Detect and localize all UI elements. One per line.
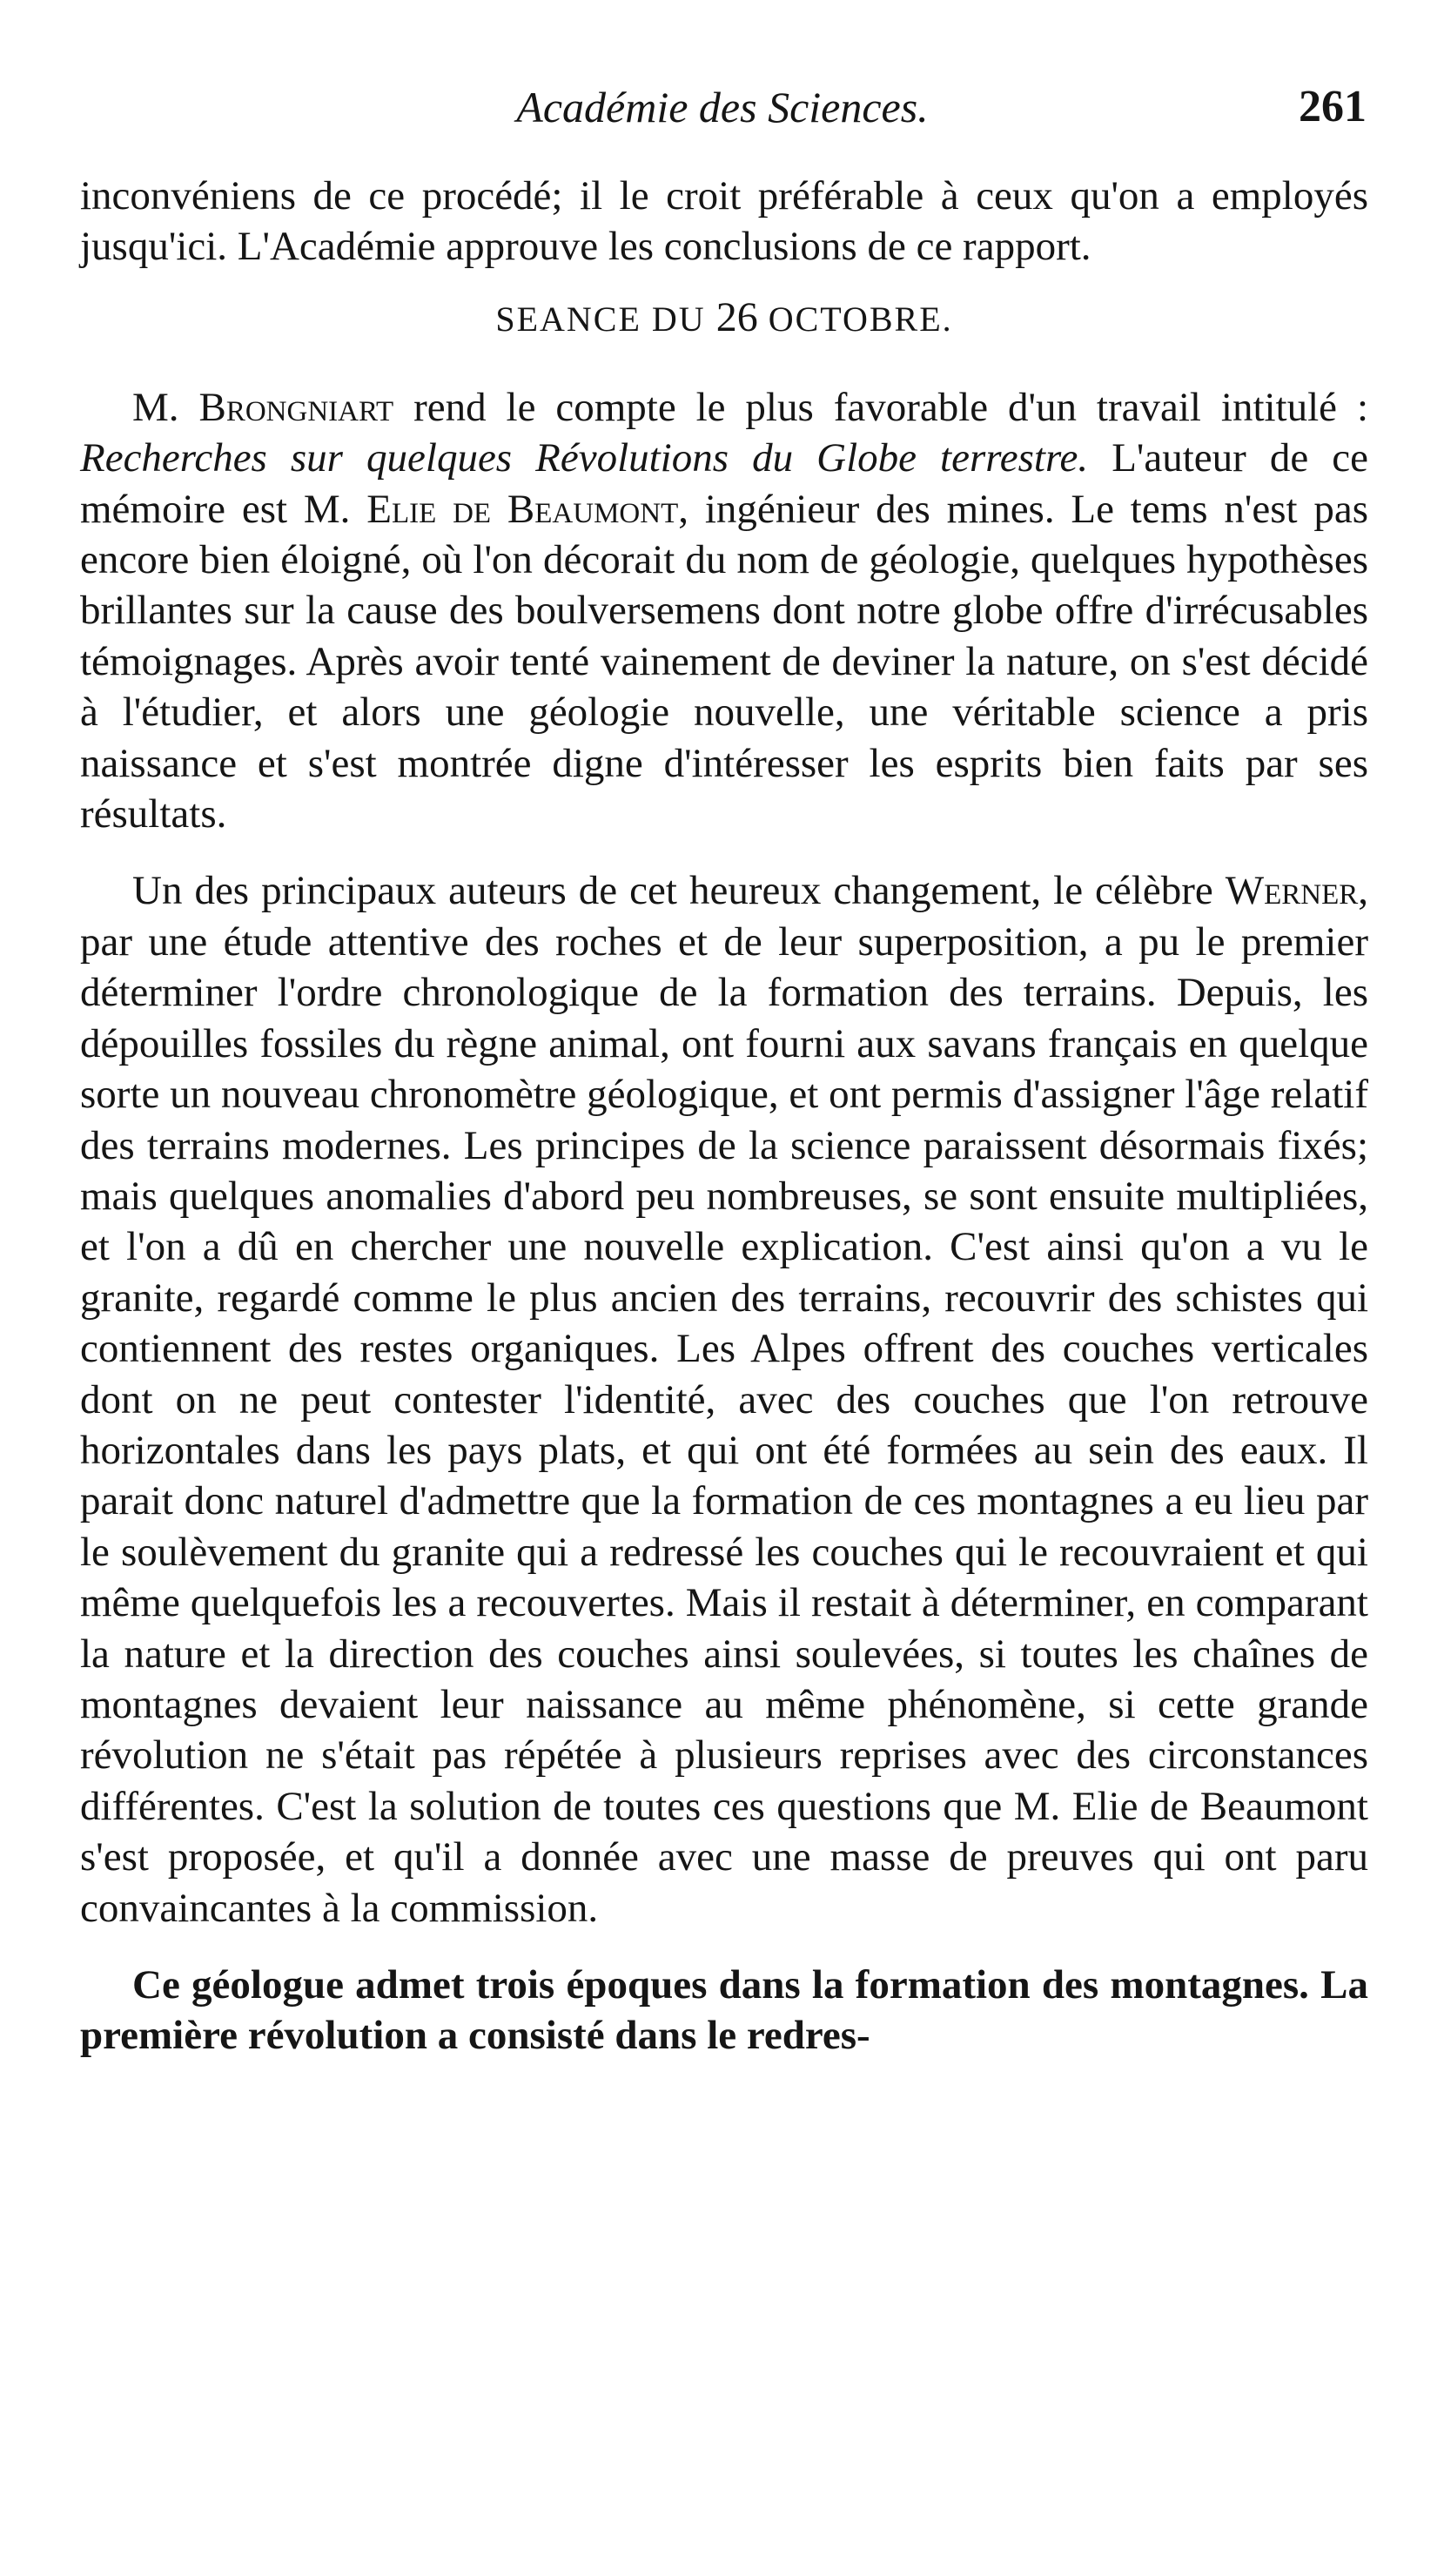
session-day: 26	[715, 293, 758, 340]
reporter-name: Brongniart	[198, 384, 394, 430]
paragraph-text: ingénieur des mines. Le tems n'est pas encore bien éloigné, où l'on décorait du nom de géologie, quelques hypothèses brillantes sur la cause des boulversemens dont notre globe offre d'irrécusables témoignages. Après avoir tenté vainement de deviner la nature, on s'est décidé à l'étudier, et alors une géologie nouvelle, une véritable science a pris naissance et s'est montrée digne d'intéresser les esprits bien faits par ses résultats.	[80, 486, 1369, 837]
memoir-author: Elie de Beaumont,	[366, 486, 688, 532]
paragraph-werner	[80, 865, 1368, 1934]
paragraph-text: par une étude attentive des roches et de leur superposition, a pu le premier déterminer l'ordre chronologique de la formation des terrains. Depuis, les dépouilles fossiles du règne animal, ont fourni aux savans français en quelque sorte un nouveau chronomètre géologique, et ont permis d'assigner l'âge relatif des terrains modernes. Les principes de la science paraissent désormais fixés; mais quelques anomalies d'abord peu nombreuses, se sont ensuite multipliées, et l'on a dû en chercher une nouvelle explication. C'est ainsi qu'on a vu le granite, regardé comme le plus ancien des terrains, recouvrir des schistes qui contiennent des restes organiques. Les Alpes offrent des couches verticales dont on ne peut contester l'identité, avec des couches que l'on retrouve horizontales dans les pays plats, et qui ont été formées au sein des eaux. Il parait donc naturel d'admettre que la formation de ces montagnes a eu lieu par le soulèvement du granite qui a redressé les couches qui le recouvraient et qui même quelquefois les a recouvertes. Mais il restait à déterminer, en comparant la nature et la direction des couches ainsi soulevées, si toutes les chaînes de montagnes devaient leur naissance au même phénomène, si cette grande révolution ne s'était pas répétée à plusieurs reprises avec des circonstances différentes. C'est la solution de toutes ces questions que M. Elie de Beaumont s'est proposée, et qu'il a donnée avec une masse de preuves qui ont paru convaincantes à la commission.	[80, 918, 1368, 1931]
running-title: Académie des Sciences.	[516, 83, 929, 131]
work-title: Recherches sur quelques Révolutions du Globe terrestre.	[80, 435, 1089, 481]
paragraph-text: rend le compte le plus favorable d'un travail intitulé :	[413, 384, 1369, 430]
page-number: 261	[1299, 82, 1367, 131]
running-head	[78, 77, 1367, 138]
werner-name: Werner,	[1225, 868, 1369, 914]
session-heading	[80, 293, 1368, 344]
paragraph-epoques: Ce géologue admet trois époques dans la formation des montagnes. La première révolution a consisté dans le redres-	[80, 1962, 1368, 2059]
body-text	[80, 171, 1368, 2061]
paragraph-text: Un des principaux auteurs de cet heureux changement, le célèbre	[132, 868, 1213, 914]
intro-paragraph: inconvéniens de ce procédé; il le croit préférable à ceux qu'on a employés jusqu'ici. L'Académie approuve les conclusions de ce rapport.	[80, 173, 1368, 270]
session-month: OCTOBRE.	[768, 299, 953, 339]
session-label: SEANCE DU	[495, 299, 706, 339]
paragraph-brongniart	[80, 382, 1368, 840]
author-title: M.	[132, 384, 179, 430]
paragraph-text: L'auteur de ce mémoire est M.	[80, 435, 1368, 532]
